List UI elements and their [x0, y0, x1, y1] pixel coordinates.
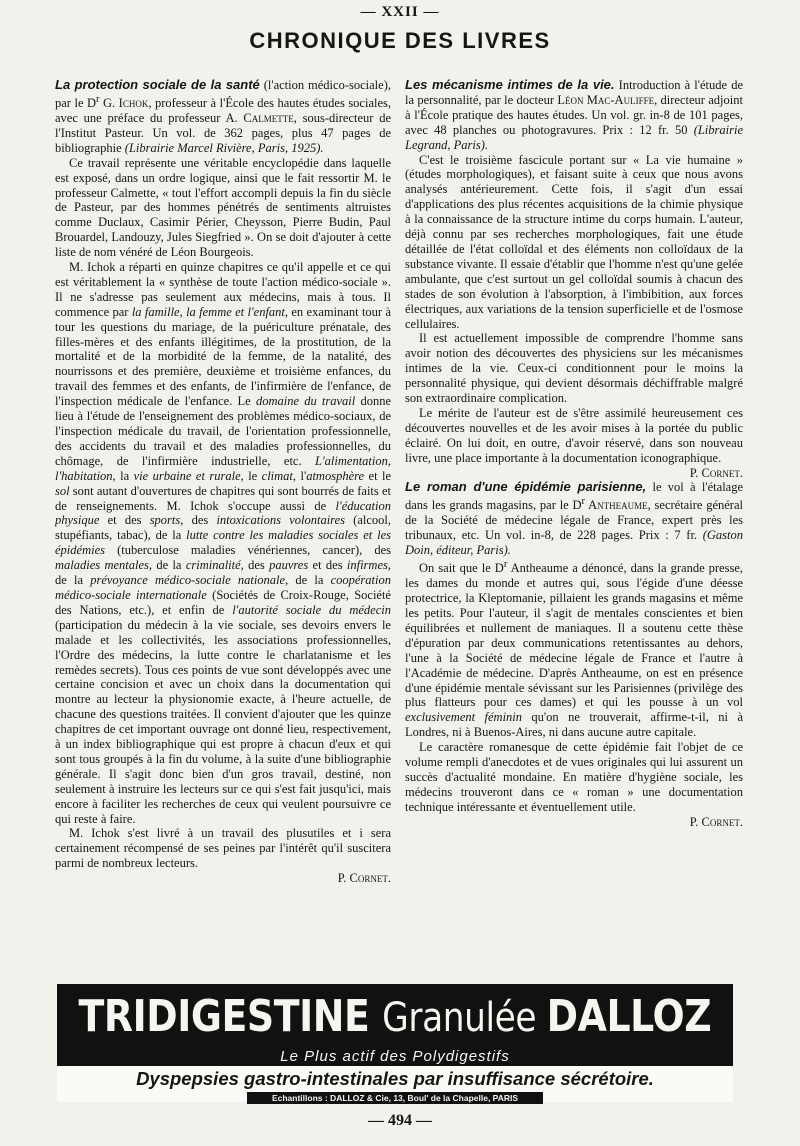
review-entry-protection-sociale [55, 78, 391, 156]
book-title: Le roman d'une épidémie parisienne, [405, 479, 647, 495]
entry-text: , professeur à l'École des hautes études sociales, avec une préface du professeur A. [55, 96, 391, 125]
paragraph: C'est le troisième fascicule portant sur « La vie humaine » (études morphologiques), et faisant suite à ceux que nous avons analysés antérieurement. Cette fois, il s'agit d'un essai d'applications des plus récentes acquisitions de la chimie physique à la connaissance de la structure intime du corps humain. L'auteur, déjà connu par ses recherches morphologiques, fait une étude détaillée de l'état colloïdal et des éléments non colloïdaux de la substance vivante. Il essaie d'établir que l'homme n'est qu'une gelée ambulante, que c'est surtout un gel colloïdal soumis à chacun des stades de son évolution à l'absorption, à l'imbibition, aux forces électriques, aux variations de la tension superficielle et de l'osmose cellulaires. [405, 152, 743, 331]
entry-text: , sous-directeur de l'Institut Pasteur. Un vol. de 362 pages, plus 47 pages de bibliographie [55, 110, 391, 155]
paragraph: M. Ichok s'est livré à un travail des plusutiles et i sera certainement récompensé de ses peines par l'intérêt qu'il suscitera parmi de nombreux lecteurs. [55, 826, 391, 871]
signature: P. Cornet. [689, 465, 743, 480]
section-title: CHRONIQUE DES LIVRES [249, 28, 551, 53]
entry-text: (l'action médico-sociale), par le D [55, 78, 391, 111]
ad-tagline: Dyspepsies gastro-intestinales par insuffisance sécrétoire. [136, 1068, 654, 1089]
right-column [405, 78, 743, 978]
paragraph: Le caractère romanesque de cette épidémie fait l'objet de ce volume rempli d'anecdotes et de vues originales qui lui assurent un succès d'actualité mondaine. En matière d'hygiène sociale, les médecins trouveront dans ce « roman » une documentation technique intéressante et éventuellement utile. [405, 740, 743, 814]
advertisement [57, 984, 733, 1102]
paragraph: M. Ichok a réparti en quinze chapitres ce qu'il appelle et ce qui est véritablement la « synthèse de toute l'action médico-sociale ». Il ne s'adresse pas seulement aux médecins, mais à tous. Il commence par la famille, la femme et l'enfant, en examinant tour à tour les questions du mariage, de la puériculture prénatale, des filles-mères et des enfants illégitimes, de la prostitution, de la mortalité et de la morbidité de la femme, de la natalité, des nourrissons et des première, deuxième et troisième enfances, du travail des femmes et des enfants, de l'infirmière de l'enfance, de l'inspection médicale de l'enfance. Le domaine du travail donne lieu à l'étude de l'enseignement des problèmes médico-sociaux, de l'inspection médicale du travail, de l'orientation professionnelle, des accidents du travail et des maladies professionnelles, du chômage, de l'infirmière industrielle, etc. L'alimentation, l'habitation, la vie urbaine et rurale, le climat, l'atmosphère et le sol sont autant d'ouvertures de chapitres qui sont bourrés de faits et de renseignements. M. Ichok s'occupe aussi de l'éducation physique et des sports, des intoxications volontaires (alcool, stupéfiants, tabac), de la lutte contre les maladies sociales et les épidémies (tuberculose maladies vénériennes, cancer), des maladies mentales, de la criminalité, des pauvres et des infirmes, de la prévoyance médico-sociale nationale, de la coopération médico-sociale internationale (Sociétés de Croix-Rouge, Société des Nations, etc.), et enfin de l'autorité sociale du médecin (participation du médecin à la vie sociale, ses devoirs envers le malade et les collectivités, les associations professionnelles, l'Ordre des médecins, la lutte contre le charlatanisme et les remèdes secrets). Tous ces points de vue sont développés avec une certaine concision et avec un choix dans la documentation qui montre au lecteur la physionomie exacte, à l'heure actuelle, de chacune des questions traitées. Il convient d'ajouter que les quinze chapitres de cet important ouvrage ont donné lieu, respectivement, à un index bibliographique qui est propre à chacun d'eux et qui sont tous groupés à la fin du volume, à la suite d'une bibliographie générale. Il s'agit donc bien d'un gros travail, destiné, non seulement à instruire les lecteurs sur ce qui s'est fait jusqu'ici, mais encore à faciliter les recherches de ceux qui veulent poursuivre ce qui reste à faire. [55, 260, 391, 826]
publisher: (Librairie Legrand, Paris). [405, 122, 743, 152]
signature: P. Cornet. [689, 814, 743, 829]
ad-footer: Echantillons : DALLOZ & Cie, 13, Boul' de la Chapelle, PARIS [247, 1092, 543, 1104]
signature: P. Cornet. [337, 871, 391, 886]
page-number: — 494 — [368, 1112, 432, 1129]
page-number-roman: — XXII — [360, 4, 440, 20]
ad-subtitle: Le Plus actif des Polydigestifs [57, 1048, 733, 1066]
author-name: Ichok [118, 96, 149, 111]
review-entry-roman-epidemie: Le roman d'une épidémie parisienne, le vol à l'étalage dans les grands magasins, par le $D^r$ Antheaume, secrétaire général de la Société de médecine légale de France, expert près les tribunaux, etc. Un vol. in-8, de 228 pages. Prix : 7 fr. (Gaston Doin, éditeur, Paris). [405, 479, 743, 558]
ad-brand-band [57, 984, 733, 1048]
book-title: Les mécanisme intimes de la vie. [405, 78, 615, 92]
review-entry-mecanismes: Les mécanisme intimes de la vie. Introduction à l'étude de la personnalité, par le docteur Léon Mac-Auliffe, directeur adjoint à l'École pratique des hautes études. Un vol. gr. in-8 de 101 pages, avec 48 planches ou photogravures. Prix : 12 fr. 50 (Librairie Legrand, Paris). [405, 78, 743, 152]
publisher: (Librairie Marcel Rivière, Paris, 1925). [124, 140, 324, 155]
preface-author: Calmette [243, 110, 294, 125]
author-name: Léon Mac-Auliffe [557, 92, 655, 107]
entry-text: G. [99, 96, 119, 111]
paragraph: Il est actuellement impossible de comprendre l'homme sans avoir notion des découvertes des physiciens sur les mécanismes intimes de la vie. Ceux-ci conditionnent pour le moins la personnalité physique, qui devient désormais déchiffrable malgré son extraordinaire complication. [405, 331, 743, 406]
superscript: r [96, 93, 100, 105]
paragraph: Le mérite de l'auteur est de s'être assimilé heureusement ces découvertes nouvelles et de les avoir mises à la portée du public éclairé. On lui doit, en outre, d'avoir réservé, dans son nouveau livre, une place importante à la documentation iconographique. [405, 405, 743, 465]
paragraph: Ce travail représente une véritable encyclopédie dans laquelle est exposé, dans un ordre logique, ainsi que le fait ressortir M. le professeur Calmette, « tout l'effort accompli depuis la fin du siècle de Pasteur, par des hommes pénétrés de sentiments altruistes comme Duclaux, Casimir Périer, Cheysson, Pierre Budin, Paul Brouardel, Landouzy, Jules Siegfried ». On se doit d'ajouter à cette liste de nom vénéré de Léon Bourgeois. [55, 155, 391, 260]
left-column [55, 78, 391, 978]
book-title: La protection sociale de la santé [55, 78, 260, 92]
author-name: Antheaume [585, 498, 648, 513]
ad-brand: TRIDIGESTINE Granulée DALLOZ [78, 990, 712, 1042]
paragraph: On sait que le $D^r$ Antheaume a dénoncé, dans la grande presse, les dames du monde et autres qui, sous l'égide d'une déesse protectrice, la Kleptomanie, pillaient les grands magasins et même les petits. Pour l'auteur, il s'agit de mentales conscientes et bien équilibrées et nullement de maniaques. Il a soutenu cette thèse d'épuration par deux communications retentissantes au dehors, l'une à la Société de médecine légale de France et l'autre à l'Académie de médecine. D'après Antheaume, on est en présence d'une épidémie mentale sévissant sur les Parisiennes (privilège des plus flatteurs pour ces dames) et qui les pousse à un vol exclusivement féminin qu'on ne trouverait, affirme-t-il, ni à Londres, ni à Buenos-Aires, ni dans aucune autre capitale. [405, 559, 743, 740]
publisher: (Gaston Doin, éditeur, Paris). [405, 528, 743, 558]
